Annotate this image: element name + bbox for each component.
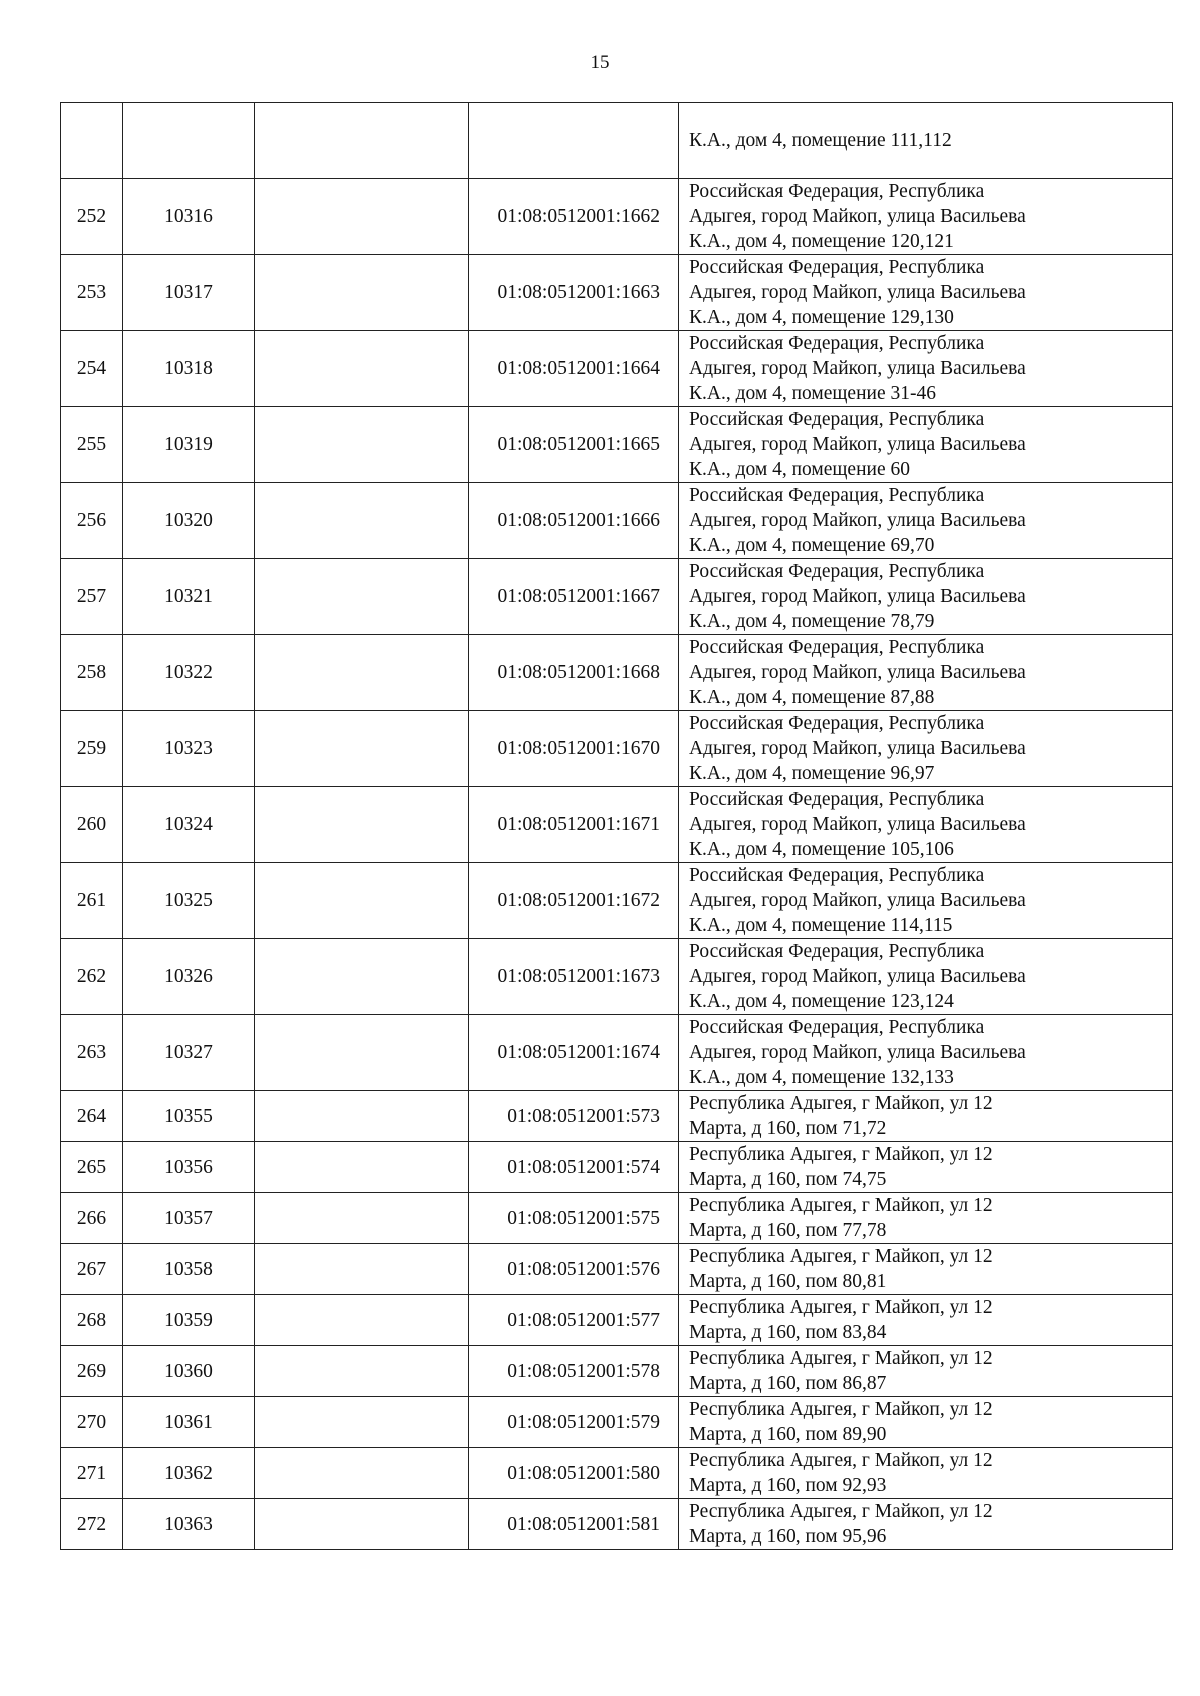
- address-line: Адыгея, город Майкоп, улица Васильева: [689, 966, 1026, 987]
- address-line: К.А., дом 4, помещение 31-46: [689, 383, 936, 404]
- address-line: Марта, д 160, пом 80,81: [689, 1271, 887, 1292]
- cell-number: 254: [61, 331, 123, 407]
- address-line: К.А., дом 4, помещение 96,97: [689, 763, 935, 784]
- cell-number: 272: [61, 1499, 123, 1550]
- address-line: Республика Адыгея, г Майкоп, ул 12: [689, 1399, 993, 1420]
- cell-cadastral-number: 01:08:0512001:1671: [469, 787, 679, 863]
- cell-registry-number: 10323: [123, 711, 255, 787]
- cell-address: [679, 103, 1173, 179]
- address-line: Марта, д 160, пом 74,75: [689, 1169, 887, 1190]
- cell-address: [679, 407, 1173, 483]
- table-row: [61, 711, 1173, 787]
- address-line: К.А., дом 4, помещение 69,70: [689, 535, 935, 556]
- address-line: Адыгея, город Майкоп, улица Васильева: [689, 282, 1026, 303]
- address-line: К.А., дом 4, помещение 111,112: [689, 130, 952, 151]
- address-line: Российская Федерация, Республика: [689, 333, 985, 354]
- cell-number: 261: [61, 863, 123, 939]
- cell-registry-number: 10327: [123, 1015, 255, 1091]
- cell-cadastral-number: 01:08:0512001:1665: [469, 407, 679, 483]
- address-line: К.А., дом 4, помещение 114,115: [689, 915, 953, 936]
- table-row: [61, 179, 1173, 255]
- table-row: [61, 1295, 1173, 1346]
- cell-address: [679, 255, 1173, 331]
- cell-cadastral-number: 01:08:0512001:1668: [469, 635, 679, 711]
- cell-registry-number: 10320: [123, 483, 255, 559]
- cell-registry-number: 10355: [123, 1091, 255, 1142]
- cell-number: 264: [61, 1091, 123, 1142]
- address-line: Марта, д 160, пом 89,90: [689, 1424, 887, 1445]
- table-row: [61, 1091, 1173, 1142]
- cell-address: [679, 179, 1173, 255]
- cell-cadastral-number: 01:08:0512001:578: [469, 1346, 679, 1397]
- cell-registry-number: [123, 103, 255, 179]
- cell-number: [61, 103, 123, 179]
- cell-empty: [255, 331, 469, 407]
- address-line: Адыгея, город Майкоп, улица Васильева: [689, 738, 1026, 759]
- address-line: К.А., дом 4, помещение 132,133: [689, 1067, 954, 1088]
- cell-registry-number: 10317: [123, 255, 255, 331]
- cell-address: [679, 635, 1173, 711]
- address-line: Российская Федерация, Республика: [689, 409, 985, 430]
- cell-registry-number: 10324: [123, 787, 255, 863]
- cell-cadastral-number: 01:08:0512001:1673: [469, 939, 679, 1015]
- address-line: Республика Адыгея, г Майкоп, ул 12: [689, 1450, 993, 1471]
- cell-empty: [255, 787, 469, 863]
- cell-cadastral-number: 01:08:0512001:1672: [469, 863, 679, 939]
- cell-empty: [255, 635, 469, 711]
- cell-cadastral-number: 01:08:0512001:577: [469, 1295, 679, 1346]
- cell-cadastral-number: 01:08:0512001:1670: [469, 711, 679, 787]
- table-row: [61, 1448, 1173, 1499]
- table-row: [61, 1397, 1173, 1448]
- cell-address: [679, 1142, 1173, 1193]
- cell-address: [679, 863, 1173, 939]
- cell-empty: [255, 179, 469, 255]
- cell-registry-number: 10316: [123, 179, 255, 255]
- cell-address: [679, 331, 1173, 407]
- cell-empty: [255, 1397, 469, 1448]
- page-number: 15: [590, 52, 610, 73]
- cell-registry-number: 10362: [123, 1448, 255, 1499]
- cell-address: [679, 1397, 1173, 1448]
- cell-registry-number: 10325: [123, 863, 255, 939]
- address-line: Республика Адыгея, г Майкоп, ул 12: [689, 1144, 993, 1165]
- cell-address: [679, 559, 1173, 635]
- address-line: Российская Федерация, Республика: [689, 561, 985, 582]
- cell-registry-number: 10361: [123, 1397, 255, 1448]
- cell-empty: [255, 483, 469, 559]
- table-row: [61, 483, 1173, 559]
- cell-number: 257: [61, 559, 123, 635]
- table-row: [61, 635, 1173, 711]
- address-line: Республика Адыгея, г Майкоп, ул 12: [689, 1093, 993, 1114]
- address-line: Российская Федерация, Республика: [689, 789, 985, 810]
- cell-address: [679, 1448, 1173, 1499]
- table-row: [61, 863, 1173, 939]
- table-row: [61, 1244, 1173, 1295]
- cell-empty: [255, 711, 469, 787]
- cell-cadastral-number: 01:08:0512001:576: [469, 1244, 679, 1295]
- address-line: К.А., дом 4, помещение 105,106: [689, 839, 954, 860]
- table-body: [61, 103, 1173, 1550]
- cell-empty: [255, 1346, 469, 1397]
- address-line: Адыгея, город Майкоп, улица Васильева: [689, 358, 1026, 379]
- cell-number: 269: [61, 1346, 123, 1397]
- cell-registry-number: 10318: [123, 331, 255, 407]
- cell-registry-number: 10356: [123, 1142, 255, 1193]
- address-line: Марта, д 160, пом 95,96: [689, 1526, 887, 1547]
- address-line: Адыгея, город Майкоп, улица Васильева: [689, 206, 1026, 227]
- table-row: [61, 1142, 1173, 1193]
- table-row: [61, 1499, 1173, 1550]
- cell-registry-number: 10322: [123, 635, 255, 711]
- cell-empty: [255, 1448, 469, 1499]
- cell-cadastral-number: 01:08:0512001:1666: [469, 483, 679, 559]
- address-line: К.А., дом 4, помещение 78,79: [689, 611, 935, 632]
- cell-registry-number: 10357: [123, 1193, 255, 1244]
- address-line: Российская Федерация, Республика: [689, 637, 985, 658]
- cell-empty: [255, 1295, 469, 1346]
- address-line: К.А., дом 4, помещение 123,124: [689, 991, 954, 1012]
- address-line: Российская Федерация, Республика: [689, 865, 985, 886]
- address-line: Адыгея, город Майкоп, улица Васильева: [689, 434, 1026, 455]
- cell-empty: [255, 1499, 469, 1550]
- address-line: К.А., дом 4, помещение 120,121: [689, 231, 954, 252]
- table-row: [61, 331, 1173, 407]
- cell-address: [679, 483, 1173, 559]
- table-row: [61, 255, 1173, 331]
- cell-cadastral-number: 01:08:0512001:575: [469, 1193, 679, 1244]
- cell-address: [679, 1193, 1173, 1244]
- address-line: Республика Адыгея, г Майкоп, ул 12: [689, 1246, 993, 1267]
- address-line: Марта, д 160, пом 77,78: [689, 1220, 887, 1241]
- property-table: [60, 102, 1173, 1550]
- address-line: Республика Адыгея, г Майкоп, ул 12: [689, 1195, 993, 1216]
- cell-cadastral-number: 01:08:0512001:581: [469, 1499, 679, 1550]
- cell-cadastral-number: 01:08:0512001:580: [469, 1448, 679, 1499]
- cell-cadastral-number: 01:08:0512001:1662: [469, 179, 679, 255]
- cell-cadastral-number: 01:08:0512001:579: [469, 1397, 679, 1448]
- cell-number: 268: [61, 1295, 123, 1346]
- address-line: Российская Федерация, Республика: [689, 941, 985, 962]
- cell-address: [679, 711, 1173, 787]
- cell-empty: [255, 939, 469, 1015]
- cell-cadastral-number: 01:08:0512001:1674: [469, 1015, 679, 1091]
- cell-registry-number: 10321: [123, 559, 255, 635]
- address-line: Адыгея, город Майкоп, улица Васильева: [689, 510, 1026, 531]
- address-line: Российская Федерация, Республика: [689, 181, 985, 202]
- table-row: [61, 787, 1173, 863]
- address-line: Марта, д 160, пом 92,93: [689, 1475, 887, 1496]
- cell-number: 267: [61, 1244, 123, 1295]
- cell-number: 262: [61, 939, 123, 1015]
- address-line: Республика Адыгея, г Майкоп, ул 12: [689, 1348, 993, 1369]
- table-row: [61, 939, 1173, 1015]
- address-line: К.А., дом 4, помещение 87,88: [689, 687, 935, 708]
- cell-address: [679, 1295, 1173, 1346]
- cell-address: [679, 787, 1173, 863]
- address-line: Российская Федерация, Республика: [689, 257, 985, 278]
- cell-address: [679, 1346, 1173, 1397]
- address-line: Российская Федерация, Республика: [689, 1017, 985, 1038]
- cell-address: [679, 1015, 1173, 1091]
- cell-empty: [255, 1015, 469, 1091]
- cell-empty: [255, 407, 469, 483]
- cell-registry-number: 10319: [123, 407, 255, 483]
- table-row: [61, 1193, 1173, 1244]
- cell-number: 256: [61, 483, 123, 559]
- cell-number: 265: [61, 1142, 123, 1193]
- cell-empty: [255, 1091, 469, 1142]
- cell-number: 260: [61, 787, 123, 863]
- cell-number: 263: [61, 1015, 123, 1091]
- cell-number: 259: [61, 711, 123, 787]
- cell-cadastral-number: 01:08:0512001:573: [469, 1091, 679, 1142]
- cell-registry-number: 10363: [123, 1499, 255, 1550]
- cell-registry-number: 10359: [123, 1295, 255, 1346]
- address-line: Марта, д 160, пом 71,72: [689, 1118, 887, 1139]
- cell-number: 255: [61, 407, 123, 483]
- cell-empty: [255, 1193, 469, 1244]
- cell-registry-number: 10360: [123, 1346, 255, 1397]
- cell-empty: [255, 255, 469, 331]
- address-line: Марта, д 160, пом 86,87: [689, 1373, 887, 1394]
- cell-cadastral-number: [469, 103, 679, 179]
- cell-empty: [255, 559, 469, 635]
- cell-number: 266: [61, 1193, 123, 1244]
- address-line: Марта, д 160, пом 83,84: [689, 1322, 887, 1343]
- cell-address: [679, 939, 1173, 1015]
- cell-cadastral-number: 01:08:0512001:1664: [469, 331, 679, 407]
- address-line: Адыгея, город Майкоп, улица Васильева: [689, 586, 1026, 607]
- cell-empty: [255, 1244, 469, 1295]
- cell-cadastral-number: 01:08:0512001:1663: [469, 255, 679, 331]
- address-line: Адыгея, город Майкоп, улица Васильева: [689, 1042, 1026, 1063]
- address-line: Республика Адыгея, г Майкоп, ул 12: [689, 1501, 993, 1522]
- address-line: Российская Федерация, Республика: [689, 485, 985, 506]
- address-line: К.А., дом 4, помещение 129,130: [689, 307, 954, 328]
- cell-number: 271: [61, 1448, 123, 1499]
- table-row: [61, 407, 1173, 483]
- address-line: Адыгея, город Майкоп, улица Васильева: [689, 890, 1026, 911]
- table-row-continuation: [61, 103, 1173, 179]
- cell-address: [679, 1499, 1173, 1550]
- address-line: Республика Адыгея, г Майкоп, ул 12: [689, 1297, 993, 1318]
- cell-cadastral-number: 01:08:0512001:574: [469, 1142, 679, 1193]
- cell-address: [679, 1244, 1173, 1295]
- cell-empty: [255, 103, 469, 179]
- table-row: [61, 1015, 1173, 1091]
- table-row: [61, 559, 1173, 635]
- cell-address: [679, 1091, 1173, 1142]
- cell-cadastral-number: 01:08:0512001:1667: [469, 559, 679, 635]
- address-line: Адыгея, город Майкоп, улица Васильева: [689, 814, 1026, 835]
- address-line: Российская Федерация, Республика: [689, 713, 985, 734]
- cell-number: 252: [61, 179, 123, 255]
- cell-empty: [255, 1142, 469, 1193]
- cell-number: 253: [61, 255, 123, 331]
- address-line: Адыгея, город Майкоп, улица Васильева: [689, 662, 1026, 683]
- table-row: [61, 1346, 1173, 1397]
- cell-number: 270: [61, 1397, 123, 1448]
- cell-empty: [255, 863, 469, 939]
- cell-registry-number: 10326: [123, 939, 255, 1015]
- address-line: К.А., дом 4, помещение 60: [689, 459, 910, 480]
- cell-registry-number: 10358: [123, 1244, 255, 1295]
- cell-number: 258: [61, 635, 123, 711]
